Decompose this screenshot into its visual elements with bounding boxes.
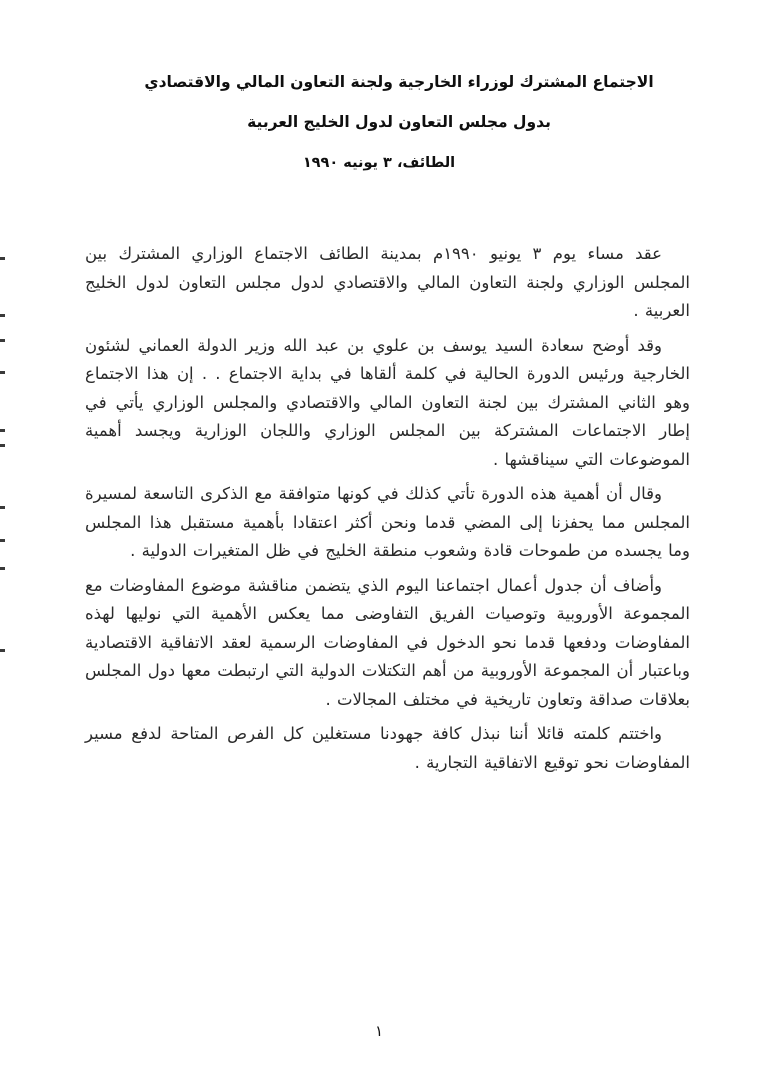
document-title (40, 62, 758, 142)
date-line-wrap (0, 150, 758, 176)
page-number: ١ (374, 1022, 384, 1040)
edge-mark (0, 339, 5, 342)
edge-mark (0, 506, 5, 509)
paragraph: وقد أوضح سعادة السيد يوسف بن علوي بن عبد الله وزير الدولة العماني لشئون الخارجية ورئيس الدورة الحالية في كلمة ألقاها في بداية الاجتماع . . إن هذا الاجتماع وهو الثاني المشترك بين لجنة التعاون المالي والاقتصادي والمجلس الوزاري يأتي في إطار الاجتماعات المشتركة بين المجلس الوزاري واللجان الوزارية ويجسد أهمية الموضوعات التي سيناقشها . (85, 335, 690, 469)
paragraph: وقال أن أهمية هذه الدورة تأتي كذلك في كونها متوافقة مع الذكرى التاسعة لمسيرة المجلس مما يحفزنا إلى المضي قدما ونحن أكثر اعتقادا بأهمية مستقبل هذا المجلس وما يجسده من طموحات قادة وشعوب منطقة الخليج في ظل المتغيرات الدولية . (85, 484, 690, 560)
edge-mark (0, 314, 5, 317)
document-title-line2: بدول مجلس التعاون لدول الخليج العربية (247, 113, 551, 131)
edge-mark (0, 257, 5, 260)
edge-mark (0, 429, 5, 432)
body-text (85, 240, 690, 783)
paragraph: واختتم كلمته قائلا أننا نبذل كافة جهودنا مستغلين كل الفرص المتاحة لدفع مسير المفاوضات نحو توقيع الاتفاقية التجارية . (85, 724, 690, 772)
edge-mark (0, 444, 5, 447)
paragraph: وأضاف أن جدول أعمال اجتماعنا اليوم الذي يتضمن مناقشة موضوع المفاوضات مع المجموعة الأوروبية وتوصيات الفريق التفاوضى مما يعكس الأهمية التي نوليها لهذه المفاوضات ودفعها قدما نحو الدخول في المفاوضات الرسمية لعقد الاتفاقية الاقتصادية وباعتبار أن المجموعة الأوروبية من أهم التكتلات الدولية التي ارتبطت معها دول المجلس بعلاقات صداقة وتعاون تاريخية في مختلف المجالات . (85, 575, 690, 709)
document-title-line1: الاجتماع المشترك لوزراء الخارجية ولجنة التعاون المالي والاقتصادي (144, 73, 654, 91)
paragraph: عقد مساء يوم ٣ يونيو ١٩٩٠م بمدينة الطائف الاجتماع الوزاري المشترك بين المجلس الوزاري ولجنة التعاون المالي والاقتصادي لدول مجلس التعاون لدول الخليج العربية . (85, 244, 690, 320)
edge-mark (0, 539, 5, 542)
edge-mark (0, 371, 5, 374)
edge-mark (0, 567, 5, 570)
date-line: الطائف، ٣ يونيه ١٩٩٠ (302, 155, 456, 171)
edge-mark (0, 649, 5, 652)
